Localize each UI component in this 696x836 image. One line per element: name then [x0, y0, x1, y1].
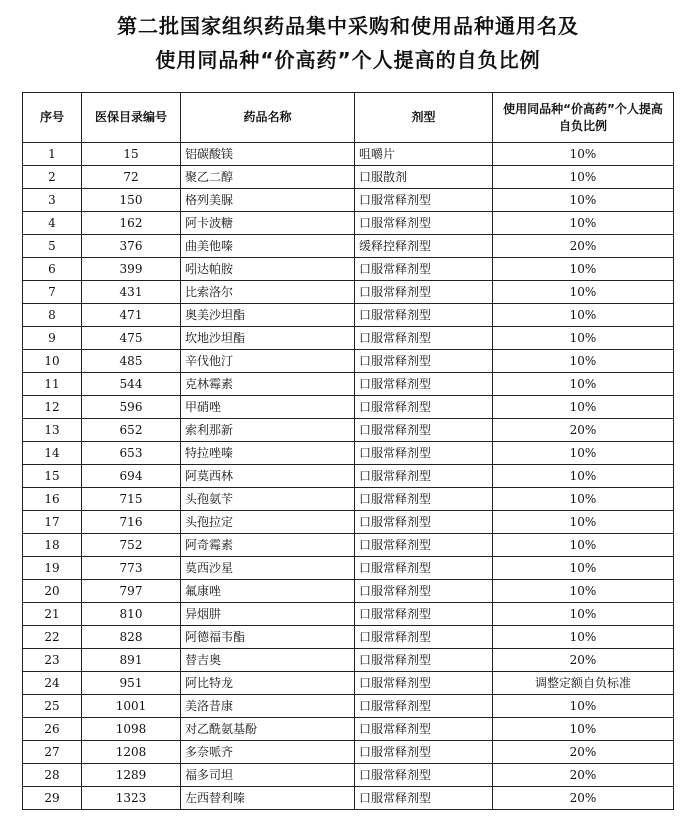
- cell-dosage-form: 口服常释剂型: [355, 649, 493, 672]
- cell-catalog-code: 471: [82, 304, 181, 327]
- table-row: [23, 281, 674, 304]
- cell-index: 26: [23, 718, 82, 741]
- cell-self-pay-ratio: 10%: [493, 465, 674, 488]
- cell-self-pay-ratio: 20%: [493, 787, 674, 810]
- cell-catalog-code: 1098: [82, 718, 181, 741]
- cell-dosage-form: 口服常释剂型: [355, 419, 493, 442]
- cell-catalog-code: 653: [82, 442, 181, 465]
- cell-dosage-form: 口服常释剂型: [355, 511, 493, 534]
- cell-self-pay-ratio: 10%: [493, 396, 674, 419]
- cell-catalog-code: 596: [82, 396, 181, 419]
- table-row: [23, 672, 674, 695]
- cell-dosage-form: 口服常释剂型: [355, 764, 493, 787]
- cell-catalog-code: 797: [82, 580, 181, 603]
- cell-catalog-code: 828: [82, 626, 181, 649]
- cell-catalog-code: 951: [82, 672, 181, 695]
- cell-self-pay-ratio: 20%: [493, 741, 674, 764]
- cell-self-pay-ratio: 10%: [493, 580, 674, 603]
- cell-dosage-form: 口服常释剂型: [355, 580, 493, 603]
- cell-catalog-code: 652: [82, 419, 181, 442]
- cell-dosage-form: 口服常释剂型: [355, 787, 493, 810]
- table-row: [23, 787, 674, 810]
- cell-catalog-code: 431: [82, 281, 181, 304]
- cell-index: 12: [23, 396, 82, 419]
- header-self-pay-ratio: 使用同品种“价高药”个人提高自负比例: [493, 93, 674, 143]
- cell-index: 28: [23, 764, 82, 787]
- cell-dosage-form: 口服常释剂型: [355, 603, 493, 626]
- cell-index: 4: [23, 212, 82, 235]
- table-row: [23, 488, 674, 511]
- cell-drug-name: 吲达帕胺: [181, 258, 355, 281]
- table-row: [23, 350, 674, 373]
- cell-drug-name: 头孢拉定: [181, 511, 355, 534]
- cell-index: 7: [23, 281, 82, 304]
- cell-dosage-form: 缓释控释剂型: [355, 235, 493, 258]
- cell-dosage-form: 口服常释剂型: [355, 258, 493, 281]
- cell-catalog-code: 150: [82, 189, 181, 212]
- cell-self-pay-ratio: 10%: [493, 189, 674, 212]
- cell-dosage-form: 口服常释剂型: [355, 534, 493, 557]
- cell-drug-name: 比索洛尔: [181, 281, 355, 304]
- page-title-line2: 使用同品种“价高药”个人提高的自负比例: [155, 48, 541, 72]
- cell-self-pay-ratio: 10%: [493, 488, 674, 511]
- cell-self-pay-ratio: 20%: [493, 419, 674, 442]
- cell-index: 21: [23, 603, 82, 626]
- cell-drug-name: 坎地沙坦酯: [181, 327, 355, 350]
- cell-drug-name: 格列美脲: [181, 189, 355, 212]
- drug-table: [22, 92, 674, 810]
- cell-index: 13: [23, 419, 82, 442]
- cell-catalog-code: 1208: [82, 741, 181, 764]
- cell-drug-name: 阿莫西林: [181, 465, 355, 488]
- cell-dosage-form: 口服常释剂型: [355, 189, 493, 212]
- cell-dosage-form: 口服常释剂型: [355, 672, 493, 695]
- cell-catalog-code: 72: [82, 166, 181, 189]
- cell-index: 27: [23, 741, 82, 764]
- cell-self-pay-ratio: 10%: [493, 327, 674, 350]
- table-row: [23, 442, 674, 465]
- cell-catalog-code: 1001: [82, 695, 181, 718]
- table-row: [23, 396, 674, 419]
- cell-drug-name: 奥美沙坦酯: [181, 304, 355, 327]
- table-row: [23, 695, 674, 718]
- table-row: [23, 143, 674, 166]
- cell-catalog-code: 485: [82, 350, 181, 373]
- cell-drug-name: 阿比特龙: [181, 672, 355, 695]
- cell-dosage-form: 口服常释剂型: [355, 212, 493, 235]
- table-row: [23, 718, 674, 741]
- cell-index: 9: [23, 327, 82, 350]
- cell-dosage-form: 口服常释剂型: [355, 281, 493, 304]
- cell-catalog-code: 810: [82, 603, 181, 626]
- table-row: [23, 327, 674, 350]
- cell-dosage-form: 口服常释剂型: [355, 327, 493, 350]
- table-row: [23, 603, 674, 626]
- cell-index: 3: [23, 189, 82, 212]
- table-row: [23, 741, 674, 764]
- cell-drug-name: 甲硝唑: [181, 396, 355, 419]
- cell-catalog-code: 715: [82, 488, 181, 511]
- cell-drug-name: 莫西沙星: [181, 557, 355, 580]
- cell-drug-name: 氟康唑: [181, 580, 355, 603]
- cell-dosage-form: 口服常释剂型: [355, 350, 493, 373]
- header-dosage-form: 剂型: [355, 93, 493, 143]
- cell-self-pay-ratio: 10%: [493, 373, 674, 396]
- cell-index: 20: [23, 580, 82, 603]
- cell-index: 16: [23, 488, 82, 511]
- table-row: [23, 534, 674, 557]
- cell-dosage-form: 口服常释剂型: [355, 304, 493, 327]
- cell-self-pay-ratio: 10%: [493, 166, 674, 189]
- cell-dosage-form: 咀嚼片: [355, 143, 493, 166]
- cell-dosage-form: 口服常释剂型: [355, 465, 493, 488]
- cell-self-pay-ratio: 10%: [493, 350, 674, 373]
- table-row: [23, 258, 674, 281]
- table-row: [23, 580, 674, 603]
- cell-index: 29: [23, 787, 82, 810]
- cell-catalog-code: 752: [82, 534, 181, 557]
- cell-self-pay-ratio: 10%: [493, 511, 674, 534]
- cell-self-pay-ratio: 10%: [493, 603, 674, 626]
- cell-index: 5: [23, 235, 82, 258]
- table-row: [23, 649, 674, 672]
- cell-self-pay-ratio: 10%: [493, 258, 674, 281]
- header-catalog-code: 医保目录编号: [82, 93, 181, 143]
- cell-self-pay-ratio: 10%: [493, 304, 674, 327]
- cell-drug-name: 左西替利嗪: [181, 787, 355, 810]
- cell-catalog-code: 544: [82, 373, 181, 396]
- cell-self-pay-ratio: 20%: [493, 764, 674, 787]
- cell-index: 23: [23, 649, 82, 672]
- cell-dosage-form: 口服常释剂型: [355, 626, 493, 649]
- cell-drug-name: 多奈哌齐: [181, 741, 355, 764]
- cell-dosage-form: 口服常释剂型: [355, 718, 493, 741]
- table-body: [23, 143, 674, 810]
- table-row: [23, 419, 674, 442]
- cell-drug-name: 辛伐他汀: [181, 350, 355, 373]
- cell-catalog-code: 1323: [82, 787, 181, 810]
- cell-dosage-form: 口服常释剂型: [355, 373, 493, 396]
- cell-index: 6: [23, 258, 82, 281]
- cell-index: 2: [23, 166, 82, 189]
- cell-catalog-code: 475: [82, 327, 181, 350]
- cell-self-pay-ratio: 10%: [493, 534, 674, 557]
- table-row: [23, 166, 674, 189]
- cell-drug-name: 美洛昔康: [181, 695, 355, 718]
- cell-drug-name: 异烟肼: [181, 603, 355, 626]
- cell-catalog-code: 773: [82, 557, 181, 580]
- cell-drug-name: 头孢氨苄: [181, 488, 355, 511]
- cell-drug-name: 阿奇霉素: [181, 534, 355, 557]
- cell-self-pay-ratio: 10%: [493, 143, 674, 166]
- cell-drug-name: 对乙酰氨基酚: [181, 718, 355, 741]
- cell-index: 18: [23, 534, 82, 557]
- cell-catalog-code: 376: [82, 235, 181, 258]
- cell-index: 14: [23, 442, 82, 465]
- cell-drug-name: 特拉唑嗪: [181, 442, 355, 465]
- cell-self-pay-ratio: 10%: [493, 626, 674, 649]
- cell-index: 10: [23, 350, 82, 373]
- table-row: [23, 373, 674, 396]
- table-row: [23, 212, 674, 235]
- table-row: [23, 304, 674, 327]
- header-drug-name: 药品名称: [181, 93, 355, 143]
- cell-drug-name: 聚乙二醇: [181, 166, 355, 189]
- table-row: [23, 626, 674, 649]
- cell-index: 17: [23, 511, 82, 534]
- cell-catalog-code: 694: [82, 465, 181, 488]
- cell-self-pay-ratio: 10%: [493, 695, 674, 718]
- cell-self-pay-ratio: 20%: [493, 235, 674, 258]
- cell-self-pay-ratio: 20%: [493, 649, 674, 672]
- cell-catalog-code: 399: [82, 258, 181, 281]
- cell-drug-name: 阿德福韦酯: [181, 626, 355, 649]
- cell-index: 25: [23, 695, 82, 718]
- cell-index: 8: [23, 304, 82, 327]
- cell-drug-name: 铝碳酸镁: [181, 143, 355, 166]
- cell-drug-name: 曲美他嗪: [181, 235, 355, 258]
- cell-index: 24: [23, 672, 82, 695]
- cell-self-pay-ratio: 调整定额自负标准: [493, 672, 674, 695]
- cell-drug-name: 福多司坦: [181, 764, 355, 787]
- cell-dosage-form: 口服常释剂型: [355, 741, 493, 764]
- header-index: 序号: [23, 93, 82, 143]
- table-row: [23, 557, 674, 580]
- cell-self-pay-ratio: 10%: [493, 718, 674, 741]
- cell-self-pay-ratio: 10%: [493, 442, 674, 465]
- cell-catalog-code: 15: [82, 143, 181, 166]
- cell-index: 22: [23, 626, 82, 649]
- table-row: [23, 764, 674, 787]
- cell-dosage-form: 口服常释剂型: [355, 396, 493, 419]
- table-row: [23, 235, 674, 258]
- cell-index: 1: [23, 143, 82, 166]
- page-title-line1: 第二批国家组织药品集中采购和使用品种通用名及: [117, 14, 579, 38]
- cell-dosage-form: 口服常释剂型: [355, 488, 493, 511]
- cell-drug-name: 替吉奥: [181, 649, 355, 672]
- cell-index: 15: [23, 465, 82, 488]
- table-row: [23, 189, 674, 212]
- cell-catalog-code: 891: [82, 649, 181, 672]
- cell-index: 11: [23, 373, 82, 396]
- cell-dosage-form: 口服散剂: [355, 166, 493, 189]
- cell-catalog-code: 1289: [82, 764, 181, 787]
- cell-self-pay-ratio: 10%: [493, 557, 674, 580]
- table-header-row: [23, 93, 674, 143]
- table-row: [23, 465, 674, 488]
- cell-index: 19: [23, 557, 82, 580]
- cell-dosage-form: 口服常释剂型: [355, 695, 493, 718]
- table-row: [23, 511, 674, 534]
- cell-self-pay-ratio: 10%: [493, 212, 674, 235]
- cell-drug-name: 索利那新: [181, 419, 355, 442]
- cell-catalog-code: 162: [82, 212, 181, 235]
- cell-dosage-form: 口服常释剂型: [355, 557, 493, 580]
- cell-dosage-form: 口服常释剂型: [355, 442, 493, 465]
- cell-self-pay-ratio: 10%: [493, 281, 674, 304]
- cell-catalog-code: 716: [82, 511, 181, 534]
- cell-drug-name: 克林霉素: [181, 373, 355, 396]
- cell-drug-name: 阿卡波糖: [181, 212, 355, 235]
